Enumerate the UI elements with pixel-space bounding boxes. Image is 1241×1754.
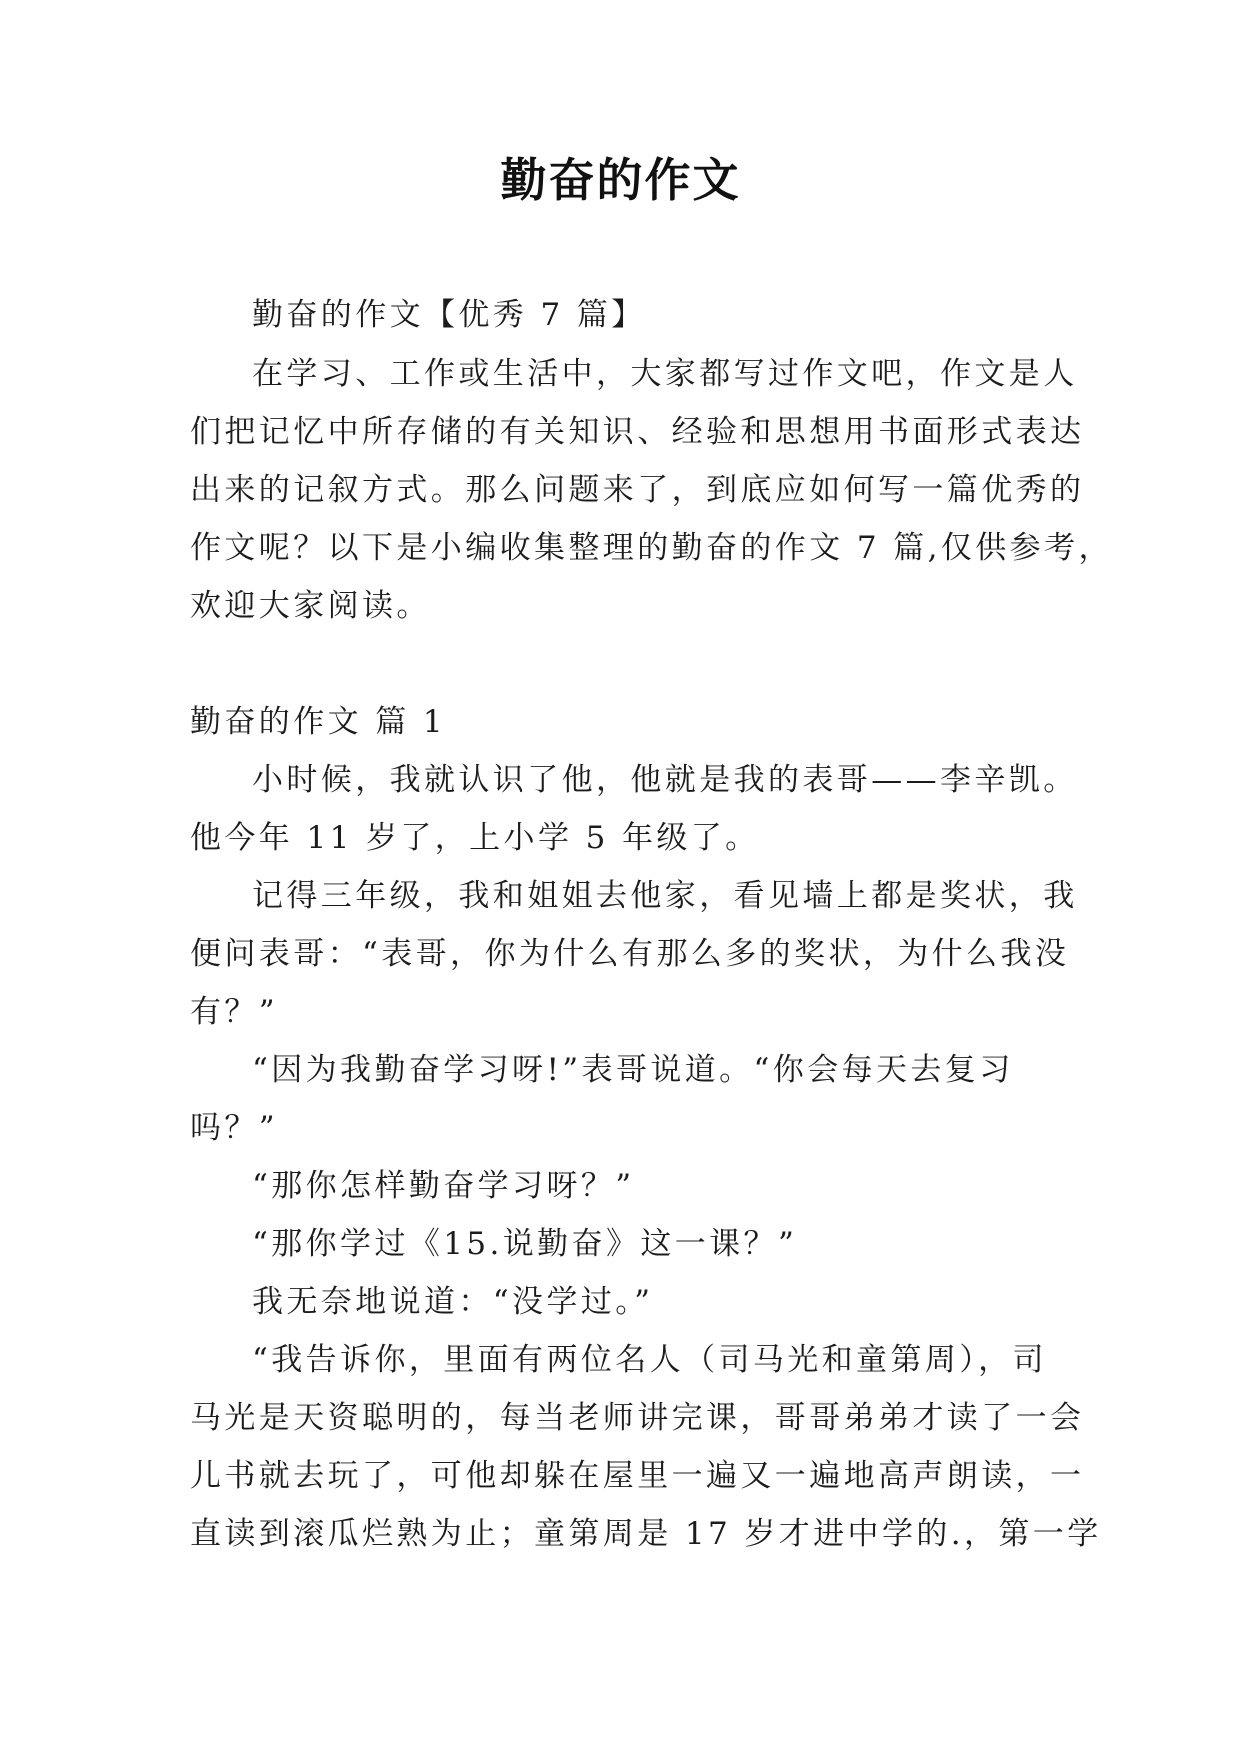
paragraph-line: 有？” [190, 994, 279, 1030]
paragraph-line: 他今年 11 岁了，上小学 5 年级了。 [190, 820, 760, 856]
paragraph-line: 直读到滚瓜烂熟为止；童第周是 17 岁才进中学的.，第一学 [190, 1516, 1102, 1552]
paragraph-line: “那你学过《15.说勤奋》这一课？” [252, 1226, 798, 1262]
paragraph-line: 便问表哥：“表哥，你为什么有那么多的奖状，为什么我没 [190, 936, 1070, 972]
paragraph-line: 在学习、工作或生活中，大家都写过作文吧，作文是人 [252, 356, 1078, 392]
section-heading: 勤奋的作文 篇 1 [190, 704, 447, 740]
paragraph-line: 马光是天资聪明的，每当老师讲完课，哥哥弟弟才读了一会 [190, 1400, 1085, 1436]
paragraph-line: 欢迎大家阅读。 [190, 588, 431, 624]
paragraph-line: 记得三年级，我和姐姐去他家，看见墙上都是奖状，我 [252, 878, 1078, 914]
paragraph-line: 作文呢？以下是小编收集整理的勤奋的作文 7 篇,仅供参考， [190, 530, 1113, 566]
paragraph-line: 儿书就去玩了，可他却躲在屋里一遍又一遍地高声朗读，一 [190, 1458, 1085, 1494]
paragraph-line: 小时候，我就认识了他，他就是我的表哥——李辛凯。 [252, 762, 1078, 798]
subtitle-line: 勤奋的作文【优秀 7 篇】 [252, 297, 646, 333]
paragraph-line: 吗？” [190, 1110, 279, 1146]
paragraph-line: 出来的记叙方式。那么问题来了，到底应如何写一篇优秀的 [190, 472, 1085, 508]
paragraph-line: “因为我勤奋学习呀!”表哥说道。“你会每天去复习 [252, 1052, 1014, 1088]
paragraph-line: 们把记忆中所存储的有关知识、经验和思想用书面形式表达 [190, 414, 1085, 450]
paragraph-line: “我告诉你，里面有两位名人（司马光和童第周），司 [252, 1342, 1047, 1378]
paragraph-line: “那你怎样勤奋学习呀？” [252, 1168, 635, 1204]
document-title: 勤奋的作文 [500, 153, 741, 207]
paragraph-line: 我无奈地说道：“没学过。” [252, 1284, 654, 1320]
